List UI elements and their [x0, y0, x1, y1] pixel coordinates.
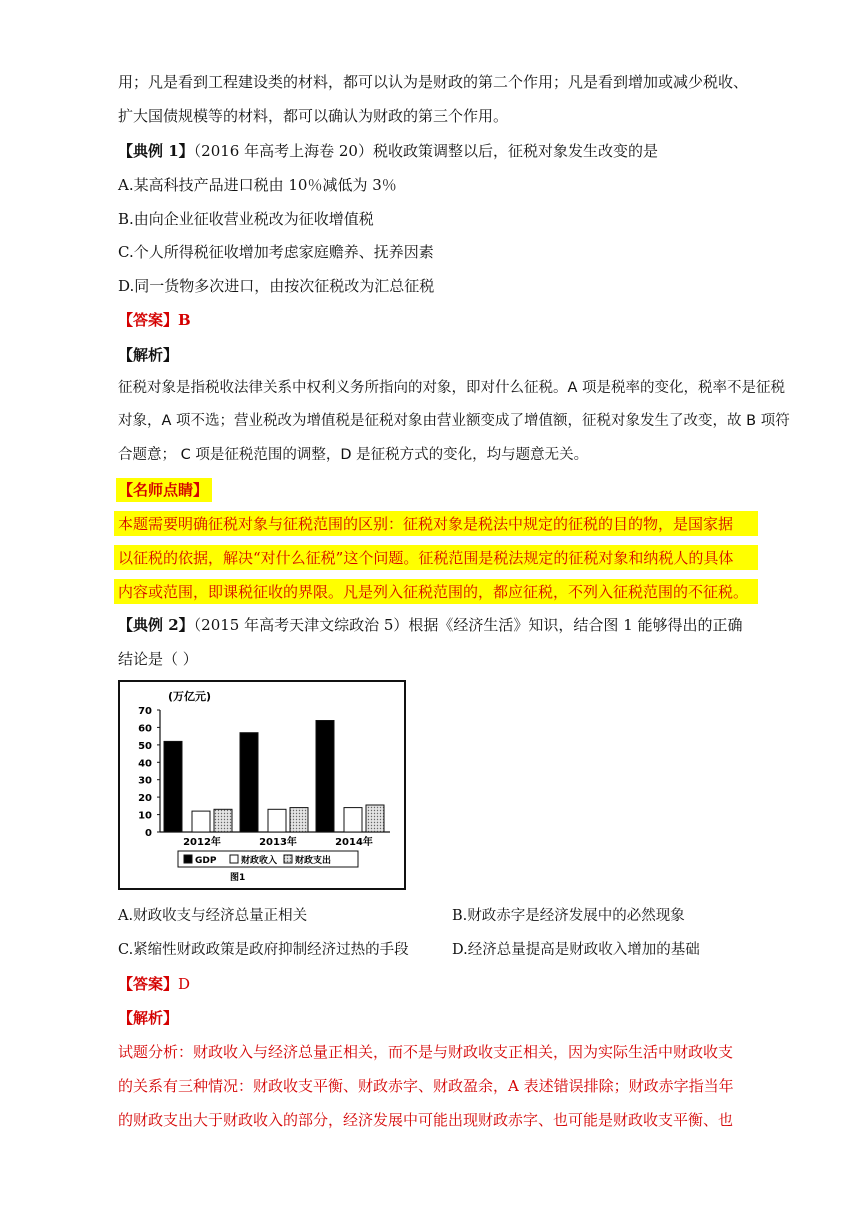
example1-teacher-line-2: 以征税的依据，解决“对什么征税”这个问题。征税范围是税法规定的征税对象和纳税人的具体: [118, 549, 734, 567]
example2-option-c: C.紧缩性财政政策是政府抑制经济过热的手段: [118, 942, 409, 958]
x-tick-label: 2014年: [335, 837, 373, 848]
y-tick-label: 50: [138, 740, 152, 752]
bar-chart: [118, 680, 406, 890]
bar-expenditure-2: [366, 805, 384, 832]
example2-option-b: B.财政赤字是经济发展中的必然现象: [452, 908, 685, 924]
legend: [184, 854, 331, 866]
example1-analysis-label: 【解析】: [118, 346, 179, 364]
y-tick-label: 40: [138, 758, 152, 770]
legend-label-2: 财政支出: [295, 856, 332, 866]
example1-analysis-line-1: 征税对象是指税收法律关系中权利义务所指向的对象，即对什么征税。A 项是税率的变化，税率不是征税: [118, 380, 786, 396]
legend-swatch-0: [184, 855, 192, 863]
x-ticks: [183, 835, 373, 848]
example2-option-a: A.财政收支与经济总量正相关: [118, 908, 308, 924]
y-tick-label: 10: [138, 810, 152, 822]
bar-expenditure-0: [214, 809, 232, 832]
example1-tag: 【典例 1】: [118, 142, 194, 160]
example2-answer-value: D: [178, 975, 191, 993]
y-tick-label: 0: [145, 828, 152, 839]
intro-line-1: 用；凡是看到工程建设类的材料，都可以认为是财政的第二个作用；凡是看到增加或减少税收、: [118, 73, 749, 91]
example1-analysis-line-3: 合题意； C 项是征税范围的调整，D 是征税方式的变化，均与题意无关。: [118, 447, 589, 463]
example1-option-c: C.个人所得税征收增加考虑家庭赡养、抚养因素: [118, 243, 434, 261]
example1-option-d: D.同一货物多次进口，由按次征税改为汇总征税: [118, 277, 435, 295]
legend-swatch-2: [284, 855, 292, 863]
example1-option-a: A.某高科技产品进口税由 10％减低为 3％: [118, 176, 397, 194]
example1-analysis-line-2: 对象，A 项不选；营业税改为增值税是征税对象由营业额变成了增值额，征税对象发生了改变，故 B 项符: [118, 413, 790, 429]
example2-question-line-2: 结论是（ ）: [118, 650, 198, 668]
example2-question-text: （2015 年高考天津文综政治 5）根据《经济生活》知识，结合图 1 能够得出的正确: [193, 616, 743, 634]
y-tick-label: 30: [138, 775, 152, 787]
example1-teacher-line-1: 本题需要明确征税对象与征税范围的区别：征税对象是税法中规定的征税的目的物，是国家据: [118, 515, 734, 533]
chart-caption: 图1: [230, 873, 246, 883]
example2-answer-label: 【答案】: [118, 975, 179, 993]
example2-answer: [118, 974, 190, 994]
bar-revenue-2: [344, 808, 362, 832]
bar-revenue-1: [268, 809, 286, 832]
example1-option-b: B.由向企业征收营业税改为征收增值税: [118, 210, 374, 228]
example1-answer-value: B: [178, 311, 191, 329]
example1-teacher-line-3: 内容或范围，即课税征收的界限。凡是列入征税范围的，都应征税，不列入征税范围的不征税。: [118, 583, 749, 601]
bar-expenditure-1: [290, 808, 308, 832]
example1-teacher-label: 【名师点睛】: [118, 481, 209, 499]
bar-revenue-0: [192, 811, 210, 832]
example2-analysis-line-3: 的财政支出大于财政收入的部分，经济发展中可能出现财政赤字、也可能是财政收支平衡、也: [118, 1111, 734, 1129]
y-tick-label: 70: [138, 706, 152, 717]
legend-label-0: GDP: [195, 856, 217, 866]
example1-answer: [118, 310, 191, 330]
example1-question: [118, 141, 658, 161]
chart-unit-label: (万亿元): [168, 690, 212, 703]
example2-analysis-line-1: 试题分析：财政收入与经济总量正相关，而不是与财政收支正相关，因为实际生活中财政收支: [118, 1043, 734, 1061]
legend-label-1: 财政收入: [241, 856, 278, 866]
intro-line-2: 扩大国债规模等的材料，都可以确认为财政的第三个作用。: [118, 107, 509, 125]
bar-gdp-2: [316, 721, 334, 833]
x-tick-label: 2013年: [259, 837, 297, 848]
bar-gdp-1: [240, 733, 258, 832]
x-tick-label: 2012年: [183, 837, 221, 848]
bar-gdp-0: [164, 741, 182, 832]
example1-answer-label: 【答案】: [118, 311, 179, 329]
example2-question-line-1: [118, 615, 743, 635]
example2-analysis-label: 【解析】: [118, 1009, 179, 1027]
example1-question-text: （2016 年高考上海卷 20）税收政策调整以后，征税对象发生改变的是: [193, 142, 658, 160]
example2-tag: 【典例 2】: [118, 616, 194, 634]
legend-swatch-1: [230, 855, 238, 863]
example2-option-d: D.经济总量提高是财政收入增加的基础: [452, 942, 700, 958]
y-tick-label: 60: [138, 723, 152, 735]
y-tick-label: 20: [138, 793, 152, 805]
example2-analysis-line-2: 的关系有三种情况：财政收支平衡、财政赤字、财政盈余，A 表述错误排除；财政赤字指当年: [118, 1077, 734, 1095]
